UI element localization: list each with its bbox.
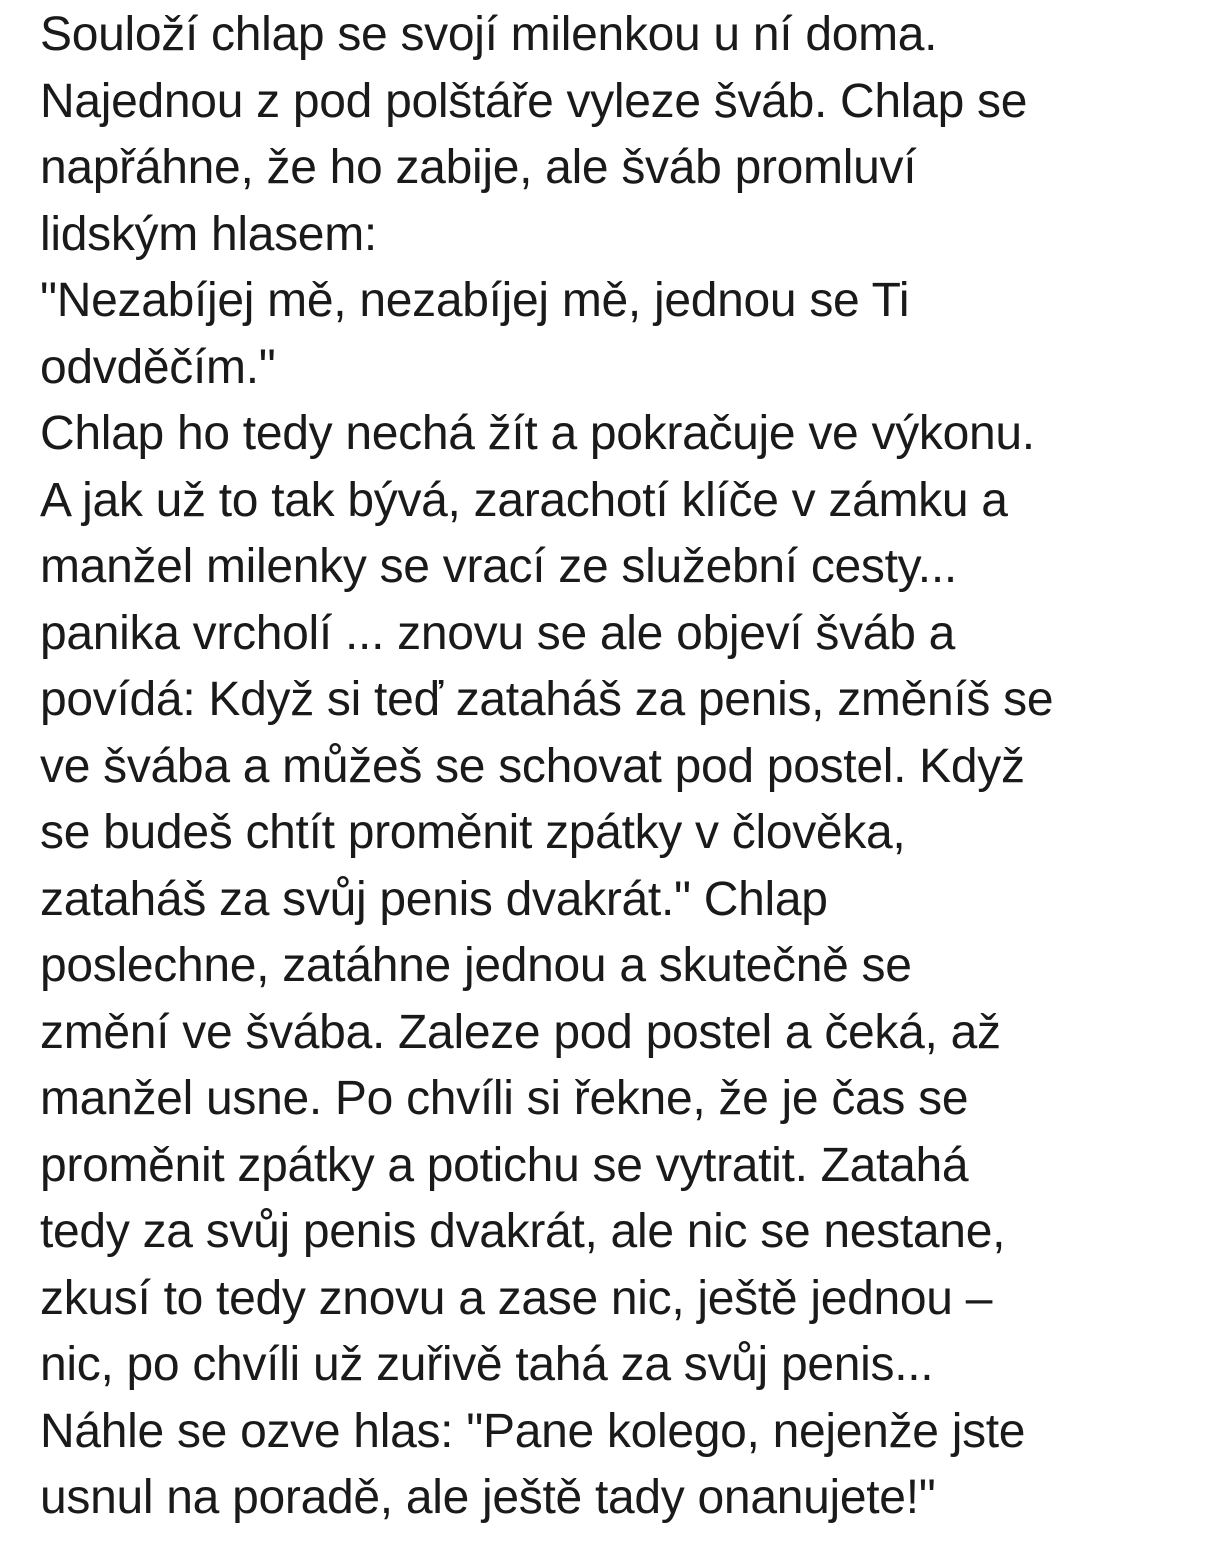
text-line: Chlap ho tedy nechá žít a pokračuje ve výkonu.	[40, 407, 1035, 460]
text-line: zkusí to tedy znovu a zase nic, ještě jednou –	[40, 1271, 993, 1325]
text-line: zataháš za svůj penis dvakrát." Chlap	[40, 872, 828, 926]
joke-text	[40, 2, 1200, 1532]
text-line: odvděčím."	[40, 340, 276, 394]
text-line: panika vrcholí ... znovu se ale objeví šváb a	[40, 606, 956, 660]
text-line: usnul na poradě, ale ještě tady onanujete!"	[40, 1471, 936, 1524]
text-line: změní ve švába. Zaleze pod postel a čeká, až	[40, 1005, 1001, 1059]
text-line: Najednou z pod polštáře vyleze šváb. Chlap se	[40, 74, 1028, 128]
text-line: poslechne, zatáhne jednou a skutečně se	[40, 939, 912, 992]
text-line: napřáhne, že ho zabije, ale šváb promluví	[40, 141, 917, 194]
text-line: manžel milenky se vrací ze služební cesty...	[40, 540, 957, 593]
text-line: lidským hlasem:	[40, 207, 377, 261]
text-line: manžel usne. Po chvíli si řekne, že je čas se	[40, 1072, 969, 1125]
text-line: proměnit zpátky a potichu se vytratit. Zatahá	[40, 1138, 969, 1192]
text-line: nic, po chvíli už zuřivě tahá za svůj penis...	[40, 1338, 934, 1391]
text-line: Souloží chlap se svojí milenkou u ní doma.	[40, 8, 938, 61]
text-line: povídá: Když si teď zataháš za penis, změníš se	[40, 673, 1054, 726]
text-line: tedy za svůj penis dvakrát, ale nic se nestane,	[40, 1205, 1006, 1258]
text-line: ve švába a můžeš se schovat pod postel. Když	[40, 739, 1025, 793]
text-line: se budeš chtít proměnit zpátky v člověka,	[40, 806, 906, 859]
text-line: "Nezabíjej mě, nezabíjej mě, jednou se Ti	[40, 274, 910, 327]
text-line: Náhle se ozve hlas: "Pane kolego, nejenže jste	[40, 1404, 1026, 1458]
text-line: A jak už to tak bývá, zarachotí klíče v zámku a	[40, 473, 1008, 527]
